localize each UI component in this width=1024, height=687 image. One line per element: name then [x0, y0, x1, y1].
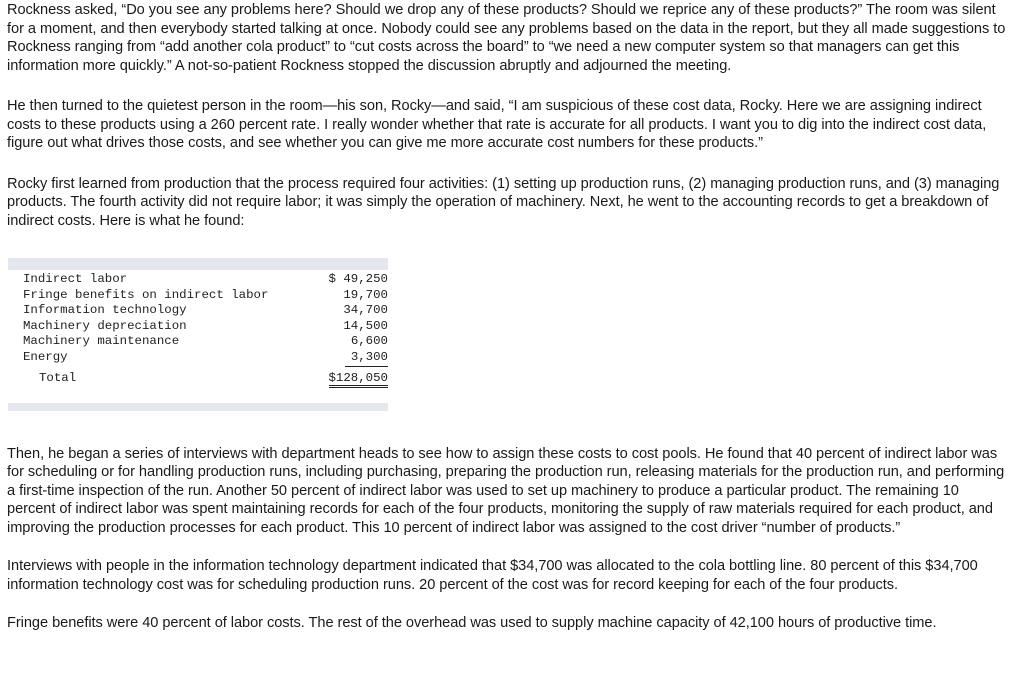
cost-amount-value: 6,600: [350, 334, 388, 349]
cost-amount-value: 14,500: [343, 318, 388, 333]
paragraph-activities: Rocky first learned from production that the process required four activities: (1) setting up production runs, (2) managing production runs, and (3) managing products. The fourth activity did not require labor; it was simply the operation of machinery. Next, he went to the accounting records to get a breakdown of indirect costs. Here is what he found:: [7, 175, 1000, 229]
table-row: [8, 303, 388, 319]
paragraph-meeting: Rockness asked, “Do you see any problems here? Should we drop any of these products? Should we reprice any of these products?” The room was silent for a moment, and then everybody started talking at once. Nobody could see any problems based on the data in the report, but they all made suggestions to Rockness ranging from “add another cola product” to “cut costs across the board” to “we need a new computer system so that managers can get this information more quickly.” A not-so-patient Rockness stopped the discussion abruptly and adjourned the meeting.: [7, 2, 1006, 74]
paragraph-information-technology: Interviews with people in the information technology department indicated that $34,700 was allocated to the cola bottling line. 80 percent of this $34,700 information technology cost was for scheduling production runs. 20 percent of the cost was for record keeping for each of the four products.: [7, 558, 978, 593]
cost-amount: [325, 303, 388, 319]
cost-label: Machinery maintenance: [23, 334, 180, 349]
indirect-cost-table: [8, 258, 388, 411]
paragraph-interviews: Then, he began a series of interviews with department heads to see how to assign these costs to cost pools. He found that 40 percent of indirect labor was for scheduling or for handling production runs, including purchasing, preparing the production run, releasing materials for the production run, and performing a first-time inspection of the run. Another 50 percent of indirect labor was used to set up machinery to produce a particular product. The remaining 10 percent of indirect labor was spent maintaining records for each of the four products, monitoring the supply of raw materials required for each product, and improving the production processes for each product. This 10 percent of indirect labor was assigned to the cost driver “number of products.”: [7, 445, 1005, 536]
table-row: [8, 334, 388, 350]
table-band-top: [8, 258, 388, 270]
cost-amount: [325, 334, 388, 350]
cost-amount-value: 19,700: [343, 287, 388, 302]
cost-label: Information technology: [23, 303, 187, 318]
total-amount-value: $128,050: [329, 371, 389, 388]
cost-amount-value: 3,300: [345, 350, 388, 367]
total-label: Total: [39, 371, 77, 386]
cost-label: Fringe benefits on indirect labor: [23, 287, 269, 302]
cost-label: Indirect labor: [23, 272, 128, 286]
table-row: [8, 319, 388, 335]
cost-amount-value: $ 49,250: [328, 272, 388, 286]
paragraph-rocky-request: He then turned to the quietest person in the room—his son, Rocky—and said, “I am suspicious of these cost data, Rocky. Here we are assigning indirect costs to these products using a 260 percent rate. I really wonder whether that rate is accurate for all products. I want you to dig into the indirect cost data, figure out what drives those costs, and see whether you can give me more accurate cost numbers for these products.”: [7, 98, 987, 151]
cost-amount: [325, 288, 388, 304]
paragraph-fringe-benefits: Fringe benefits were 40 percent of labor costs. The rest of the overhead was used to supply machine capacity of 42,100 hours of productive time.: [7, 615, 937, 632]
document-body: [7, 1, 1007, 633]
cost-amount: [325, 350, 388, 367]
cost-amount-value: 34,700: [343, 303, 388, 318]
cost-amount: [325, 272, 388, 288]
cost-table: [8, 272, 388, 388]
total-amount: [325, 367, 388, 388]
total-row: [8, 367, 388, 388]
cost-amount: [325, 319, 388, 335]
cost-label: Energy: [23, 350, 68, 365]
table-row: [8, 288, 388, 304]
table-row: [8, 350, 388, 367]
cost-label: Machinery depreciation: [23, 318, 187, 333]
table-band-bottom: [8, 403, 388, 411]
table-row: [8, 272, 388, 288]
